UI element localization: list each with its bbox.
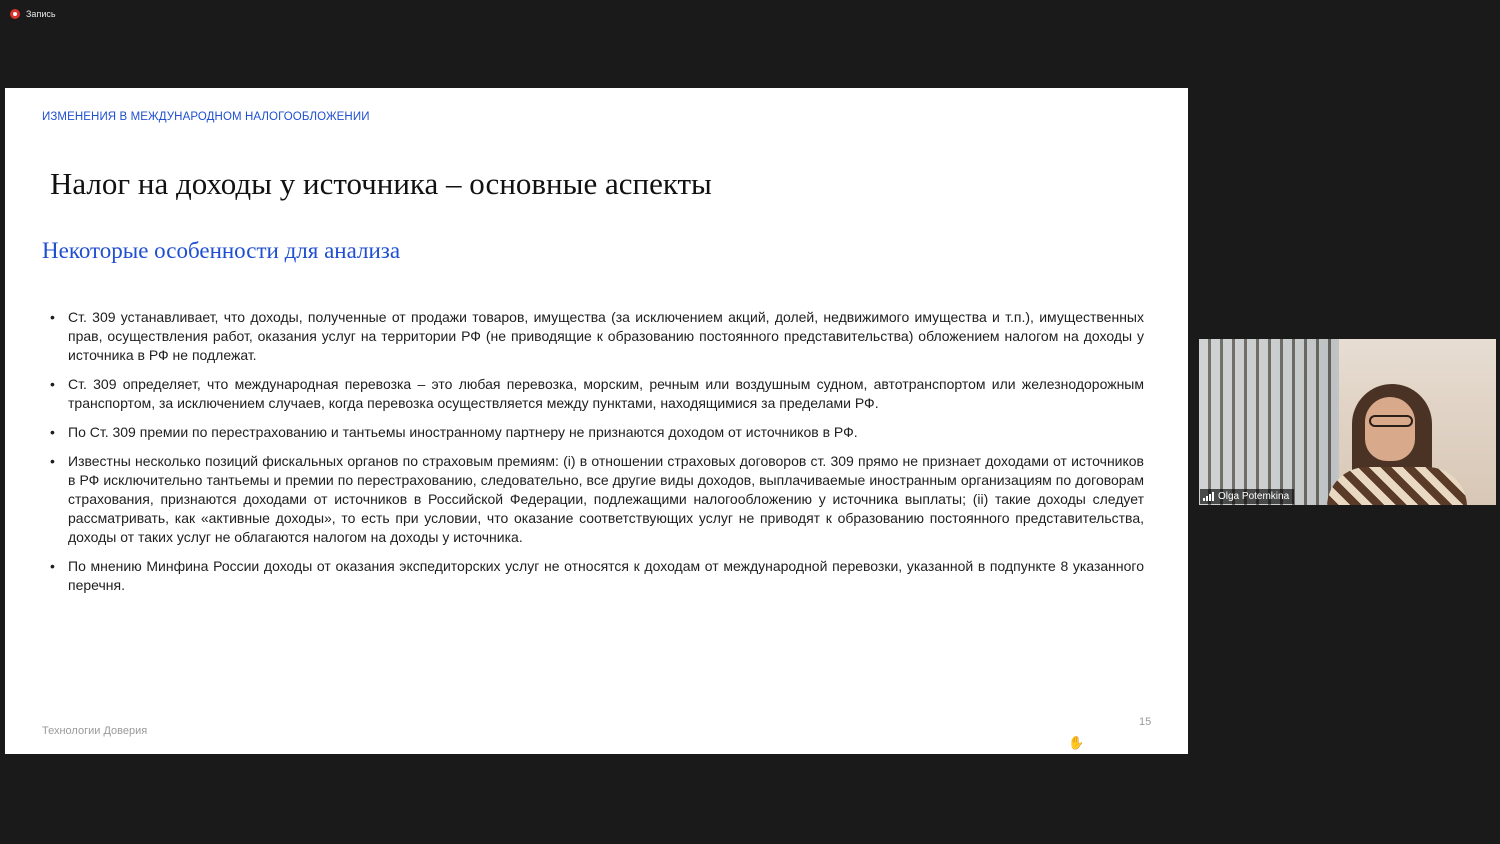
slide-title: Налог на доходы у источника – основные аспекты [50,166,712,201]
participant-face [1365,397,1415,461]
recording-label: Запись [26,9,56,19]
bullet-item: • Ст. 309 устанавливает, что доходы, полученные от продажи товаров, имущества (за исключением акций, долей, недвижимого имущества и т.п.), имущественных прав, осуществления работ, оказания услуг на территории РФ (не приводящие к образованию постоянного представительства) обложением налогом на доходы у источника в РФ не подлежат. [42,308,1144,365]
participant-name-tag [1200,489,1294,504]
footer-brand: Технологии Доверия [42,725,148,737]
glasses-icon [1369,415,1413,427]
bullet-item: • По Ст. 309 премии по перестрахованию и тантьемы иностранному партнеру не признаются доходом от источников в РФ. [42,423,1144,442]
bullet-item: • По мнению Минфина России доходы от оказания экспедиторских услуг не относятся к доходам от международной перевозки, указанной в подпункте 8 указанного перечня. [42,557,1144,595]
bullet-item: • Ст. 309 определяет, что международная перевозка – это любая перевозка, морским, речным или воздушным судном, автотранспортом или железнодорожным транспортом, за исключением случаев, когда перевозка осуществляется между пунктами, находящимися за пределами РФ. [42,375,1144,413]
bullet-list [42,308,1144,605]
participant-body [1327,467,1467,505]
record-icon [10,9,20,19]
section-label: ИЗМЕНЕНИЯ В МЕЖДУНАРОДНОМ НАЛОГООБЛОЖЕНИИ [42,111,370,123]
slide-subtitle: Некоторые особенности для анализа [42,238,401,263]
window-background [1199,339,1339,505]
shared-slide [5,88,1188,754]
recording-indicator[interactable] [10,9,56,19]
participant-video-tile[interactable] [1199,339,1496,505]
bullet-item: • Известны несколько позиций фискальных органов по страховым премиям: (i) в отношении страховых договоров ст. 309 прямо не признает доходами от источников в РФ исключительно тантьемы и премии по перестрахованию, следовательно, все другие виды доходов, выплачиваемые иностранным организациям по договорам страхования, признаются доходами от источников в Российской Федерации, подлежащими налогообложению у источника выплаты; (ii) такие доходы следует рассматривать, как «активные доходы», то есть при условии, что оказание соответствующих услуг не приводят к образованию постоянного представительства, доходы от таких услуг не облагаются налогом на доходы у источника. [42,452,1144,547]
participant-name: Olga Potemkina [1218,491,1290,502]
signal-strength-icon [1203,492,1214,501]
page-number: 15 [1139,716,1152,728]
hand-cursor-icon: ✋ [1068,735,1085,750]
